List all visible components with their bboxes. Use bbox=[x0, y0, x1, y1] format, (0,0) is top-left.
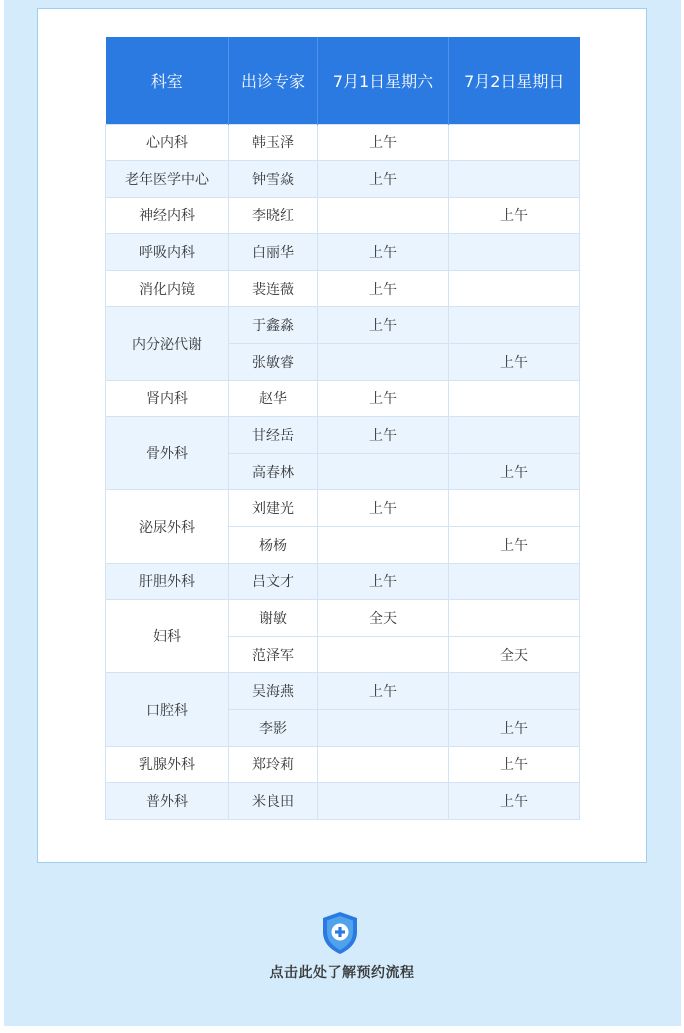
dept-cell: 肾内科 bbox=[106, 380, 229, 417]
sunday-cell: 上午 bbox=[449, 453, 580, 490]
doctor-cell: 白丽华 bbox=[229, 234, 318, 271]
table-row bbox=[106, 307, 580, 344]
saturday-cell: 上午 bbox=[318, 234, 449, 271]
table-row bbox=[106, 270, 580, 307]
dept-cell: 妇科 bbox=[106, 600, 229, 673]
table-row bbox=[106, 490, 580, 527]
dept-cell: 呼吸内科 bbox=[106, 234, 229, 271]
dept-cell: 内分泌代谢 bbox=[106, 307, 229, 380]
dept-cell: 乳腺外科 bbox=[106, 746, 229, 783]
dept-cell: 心内科 bbox=[106, 124, 229, 161]
saturday-cell bbox=[318, 197, 449, 234]
doctor-cell: 裴连薇 bbox=[229, 270, 318, 307]
doctor-cell: 吴海燕 bbox=[229, 673, 318, 710]
sunday-cell: 上午 bbox=[449, 746, 580, 783]
dept-cell: 消化内镜 bbox=[106, 270, 229, 307]
header-doctor: 出诊专家 bbox=[229, 37, 318, 124]
sunday-cell: 上午 bbox=[449, 344, 580, 381]
table-row bbox=[106, 673, 580, 710]
sunday-cell: 上午 bbox=[449, 527, 580, 564]
dept-cell: 肝胆外科 bbox=[106, 563, 229, 600]
saturday-cell: 上午 bbox=[318, 490, 449, 527]
doctor-cell: 李晓红 bbox=[229, 197, 318, 234]
table-row bbox=[106, 746, 580, 783]
saturday-cell: 上午 bbox=[318, 380, 449, 417]
saturday-cell: 上午 bbox=[318, 673, 449, 710]
shield-plus-icon[interactable] bbox=[318, 910, 362, 956]
sunday-cell bbox=[449, 307, 580, 344]
saturday-cell: 上午 bbox=[318, 161, 449, 198]
sunday-cell bbox=[449, 490, 580, 527]
sunday-cell: 上午 bbox=[449, 783, 580, 820]
sunday-cell bbox=[449, 417, 580, 454]
table-row bbox=[106, 417, 580, 454]
sunday-cell bbox=[449, 673, 580, 710]
sunday-cell bbox=[449, 124, 580, 161]
doctor-cell: 刘建光 bbox=[229, 490, 318, 527]
doctor-cell: 米良田 bbox=[229, 783, 318, 820]
schedule-card bbox=[37, 8, 647, 863]
sunday-cell: 上午 bbox=[449, 710, 580, 747]
table-row bbox=[106, 600, 580, 637]
saturday-cell bbox=[318, 783, 449, 820]
sunday-cell bbox=[449, 380, 580, 417]
doctor-cell: 钟雪焱 bbox=[229, 161, 318, 198]
saturday-cell: 上午 bbox=[318, 270, 449, 307]
sunday-cell bbox=[449, 563, 580, 600]
schedule-table bbox=[105, 37, 580, 820]
dept-cell: 神经内科 bbox=[106, 197, 229, 234]
doctor-cell: 赵华 bbox=[229, 380, 318, 417]
dept-cell: 骨外科 bbox=[106, 417, 229, 490]
table-row bbox=[106, 161, 580, 198]
doctor-cell: 谢敏 bbox=[229, 600, 318, 637]
table-row bbox=[106, 380, 580, 417]
doctor-cell: 李影 bbox=[229, 710, 318, 747]
saturday-cell bbox=[318, 344, 449, 381]
saturday-cell bbox=[318, 746, 449, 783]
booking-process-link[interactable]: 点击此处了解预约流程 bbox=[269, 965, 415, 981]
saturday-cell: 上午 bbox=[318, 417, 449, 454]
sunday-cell bbox=[449, 161, 580, 198]
saturday-cell bbox=[318, 710, 449, 747]
dept-cell: 普外科 bbox=[106, 783, 229, 820]
doctor-cell: 杨杨 bbox=[229, 527, 318, 564]
doctor-cell: 甘经岳 bbox=[229, 417, 318, 454]
table-row bbox=[106, 783, 580, 820]
table-row bbox=[106, 124, 580, 161]
sunday-cell bbox=[449, 600, 580, 637]
saturday-cell: 上午 bbox=[318, 307, 449, 344]
sunday-cell: 全天 bbox=[449, 636, 580, 673]
sunday-cell bbox=[449, 234, 580, 271]
saturday-cell bbox=[318, 453, 449, 490]
dept-cell: 泌尿外科 bbox=[106, 490, 229, 563]
saturday-cell bbox=[318, 527, 449, 564]
doctor-cell: 郑玲莉 bbox=[229, 746, 318, 783]
dept-cell: 口腔科 bbox=[106, 673, 229, 746]
table-row bbox=[106, 197, 580, 234]
saturday-cell: 上午 bbox=[318, 124, 449, 161]
dept-cell: 老年医学中心 bbox=[106, 161, 229, 198]
doctor-cell: 韩玉泽 bbox=[229, 124, 318, 161]
saturday-cell bbox=[318, 636, 449, 673]
sunday-cell: 上午 bbox=[449, 197, 580, 234]
doctor-cell: 范泽军 bbox=[229, 636, 318, 673]
table-row bbox=[106, 563, 580, 600]
table-row bbox=[106, 234, 580, 271]
doctor-cell: 吕文才 bbox=[229, 563, 318, 600]
table-header-row bbox=[106, 37, 580, 124]
header-sunday: 7月2日星期日 bbox=[449, 37, 580, 124]
header-saturday: 7月1日星期六 bbox=[318, 37, 449, 124]
saturday-cell: 上午 bbox=[318, 563, 449, 600]
sunday-cell bbox=[449, 270, 580, 307]
doctor-cell: 高春林 bbox=[229, 453, 318, 490]
doctor-cell: 张敏睿 bbox=[229, 344, 318, 381]
header-department: 科室 bbox=[106, 37, 229, 124]
saturday-cell: 全天 bbox=[318, 600, 449, 637]
doctor-cell: 于鑫淼 bbox=[229, 307, 318, 344]
